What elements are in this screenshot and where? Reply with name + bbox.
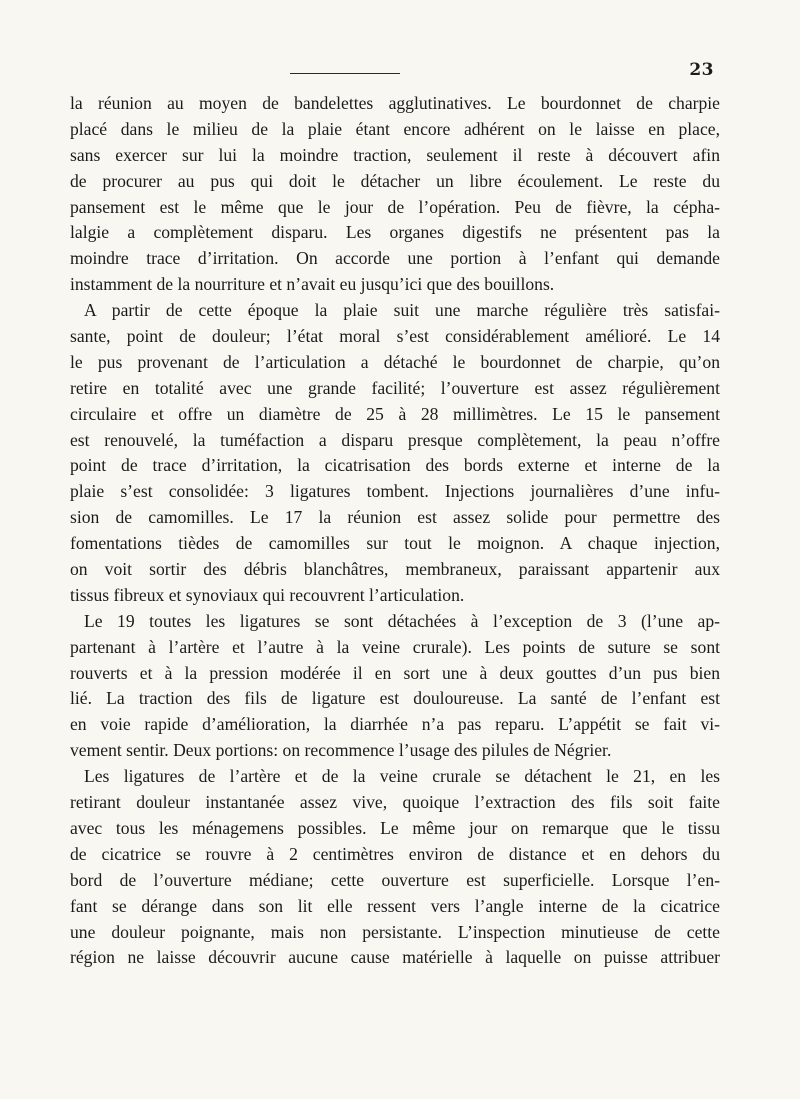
text-line: plaie s’est consolidée: 3 ligatures tombent. Injections journalières d’une infu-	[70, 481, 720, 502]
text-line: tissus fibreux et synoviaux qui recouvrent l’articulation.	[70, 584, 465, 605]
text-line: point de trace d’irritation, la cicatrisation des bords externe et interne de la	[70, 455, 720, 476]
text-line: fant se dérange dans son lit elle ressent vers l’angle interne de la cicatrice	[70, 895, 720, 916]
text-line: bord de l’ouverture médiane; cette ouverture est superficielle. Lorsque l’en-	[70, 869, 720, 890]
text-line: instamment de la nourriture et n’avait eu jusqu’ici que des bouillons.	[70, 274, 555, 295]
text-line: sante, point de douleur; l’état moral s’est considérablement amélioré. Le 14	[70, 326, 720, 347]
text-line: Le 19 toutes les ligatures se sont détachées à l’exception de 3 (l’une ap-	[84, 610, 720, 631]
text-line: partenant à l’artère et l’autre à la veine crurale). Les points de suture se sont	[70, 636, 720, 657]
text-line: sion de camomilles. Le 17 la réunion est assez solide pour permettre des	[70, 507, 720, 528]
text-line: retirant douleur instantanée assez vive, quoique l’extraction des fils soit faite	[70, 792, 720, 813]
text-line: retire en totalité avec une grande facilité; l’ouverture est assez régulièrement	[70, 377, 720, 398]
text-line: A partir de cette époque la plaie suit une marche régulière très satisfai-	[84, 300, 720, 321]
text-line: sans exercer sur lui la moindre traction, seulement il reste à découvert afin	[70, 144, 720, 165]
text-line: une douleur poignante, mais non persistante. L’inspection minutieuse de cette	[70, 921, 720, 942]
body-text	[70, 91, 720, 971]
page-number: 23	[689, 60, 714, 80]
text-line: le pus provenant de l’articulation a détaché le bourdonnet de charpie, qu’on	[70, 351, 720, 372]
text-line: pansement est le même que le jour de l’opération. Peu de fièvre, la cépha-	[70, 196, 720, 217]
text-line: la réunion au moyen de bandelettes agglutinatives. Le bourdonnet de charpie	[70, 93, 720, 113]
text-line: est renouvelé, la tuméfaction a disparu presque complètement, la peau n’offre	[70, 429, 720, 450]
text-line: lié. La traction des fils de ligature est douloureuse. La santé de l’enfant est	[70, 688, 720, 709]
header-rule	[290, 73, 400, 74]
text-line: fomentations tièdes de camomilles sur tout le moignon. A chaque injection,	[70, 533, 720, 554]
text-line: placé dans le milieu de la plaie étant encore adhérent on le laisse en place,	[70, 118, 720, 139]
text-line: vement sentir. Deux portions: on recommence l’usage des pilules de Négrier.	[70, 740, 612, 761]
text-line: avec tous les ménagemens possibles. Le même jour on remarque que le tissu	[70, 817, 720, 838]
text-line: on voit sortir des débris blanchâtres, membraneux, paraissant appartenir aux	[70, 559, 720, 580]
text-line: lalgie a complètement disparu. Les organes digestifs ne présentent pas la	[70, 222, 720, 243]
text-line: de cicatrice se rouvre à 2 centimètres environ de distance et en dehors du	[70, 843, 720, 864]
text-line: Les ligatures de l’artère et de la veine crurale se détachent le 21, en les	[84, 766, 720, 787]
text-line: circulaire et offre un diamètre de 25 à 28 millimètres. Le 15 le pansement	[70, 403, 720, 424]
text-line: de procurer au pus qui doit le détacher un libre écoulement. Le reste du	[70, 170, 720, 191]
text-line: en voie rapide d’amélioration, la diarrhée n’a pas reparu. L’appétit se fait vi-	[70, 714, 720, 735]
text-line: moindre trace d’irritation. On accorde une portion à l’enfant qui demande	[70, 248, 720, 269]
text-line: rouverts et à la pression modérée il en sort une à deux gouttes d’un pus bien	[70, 662, 720, 683]
text-line: région ne laisse découvrir aucune cause matérielle à laquelle on puisse attribuer	[70, 947, 720, 968]
